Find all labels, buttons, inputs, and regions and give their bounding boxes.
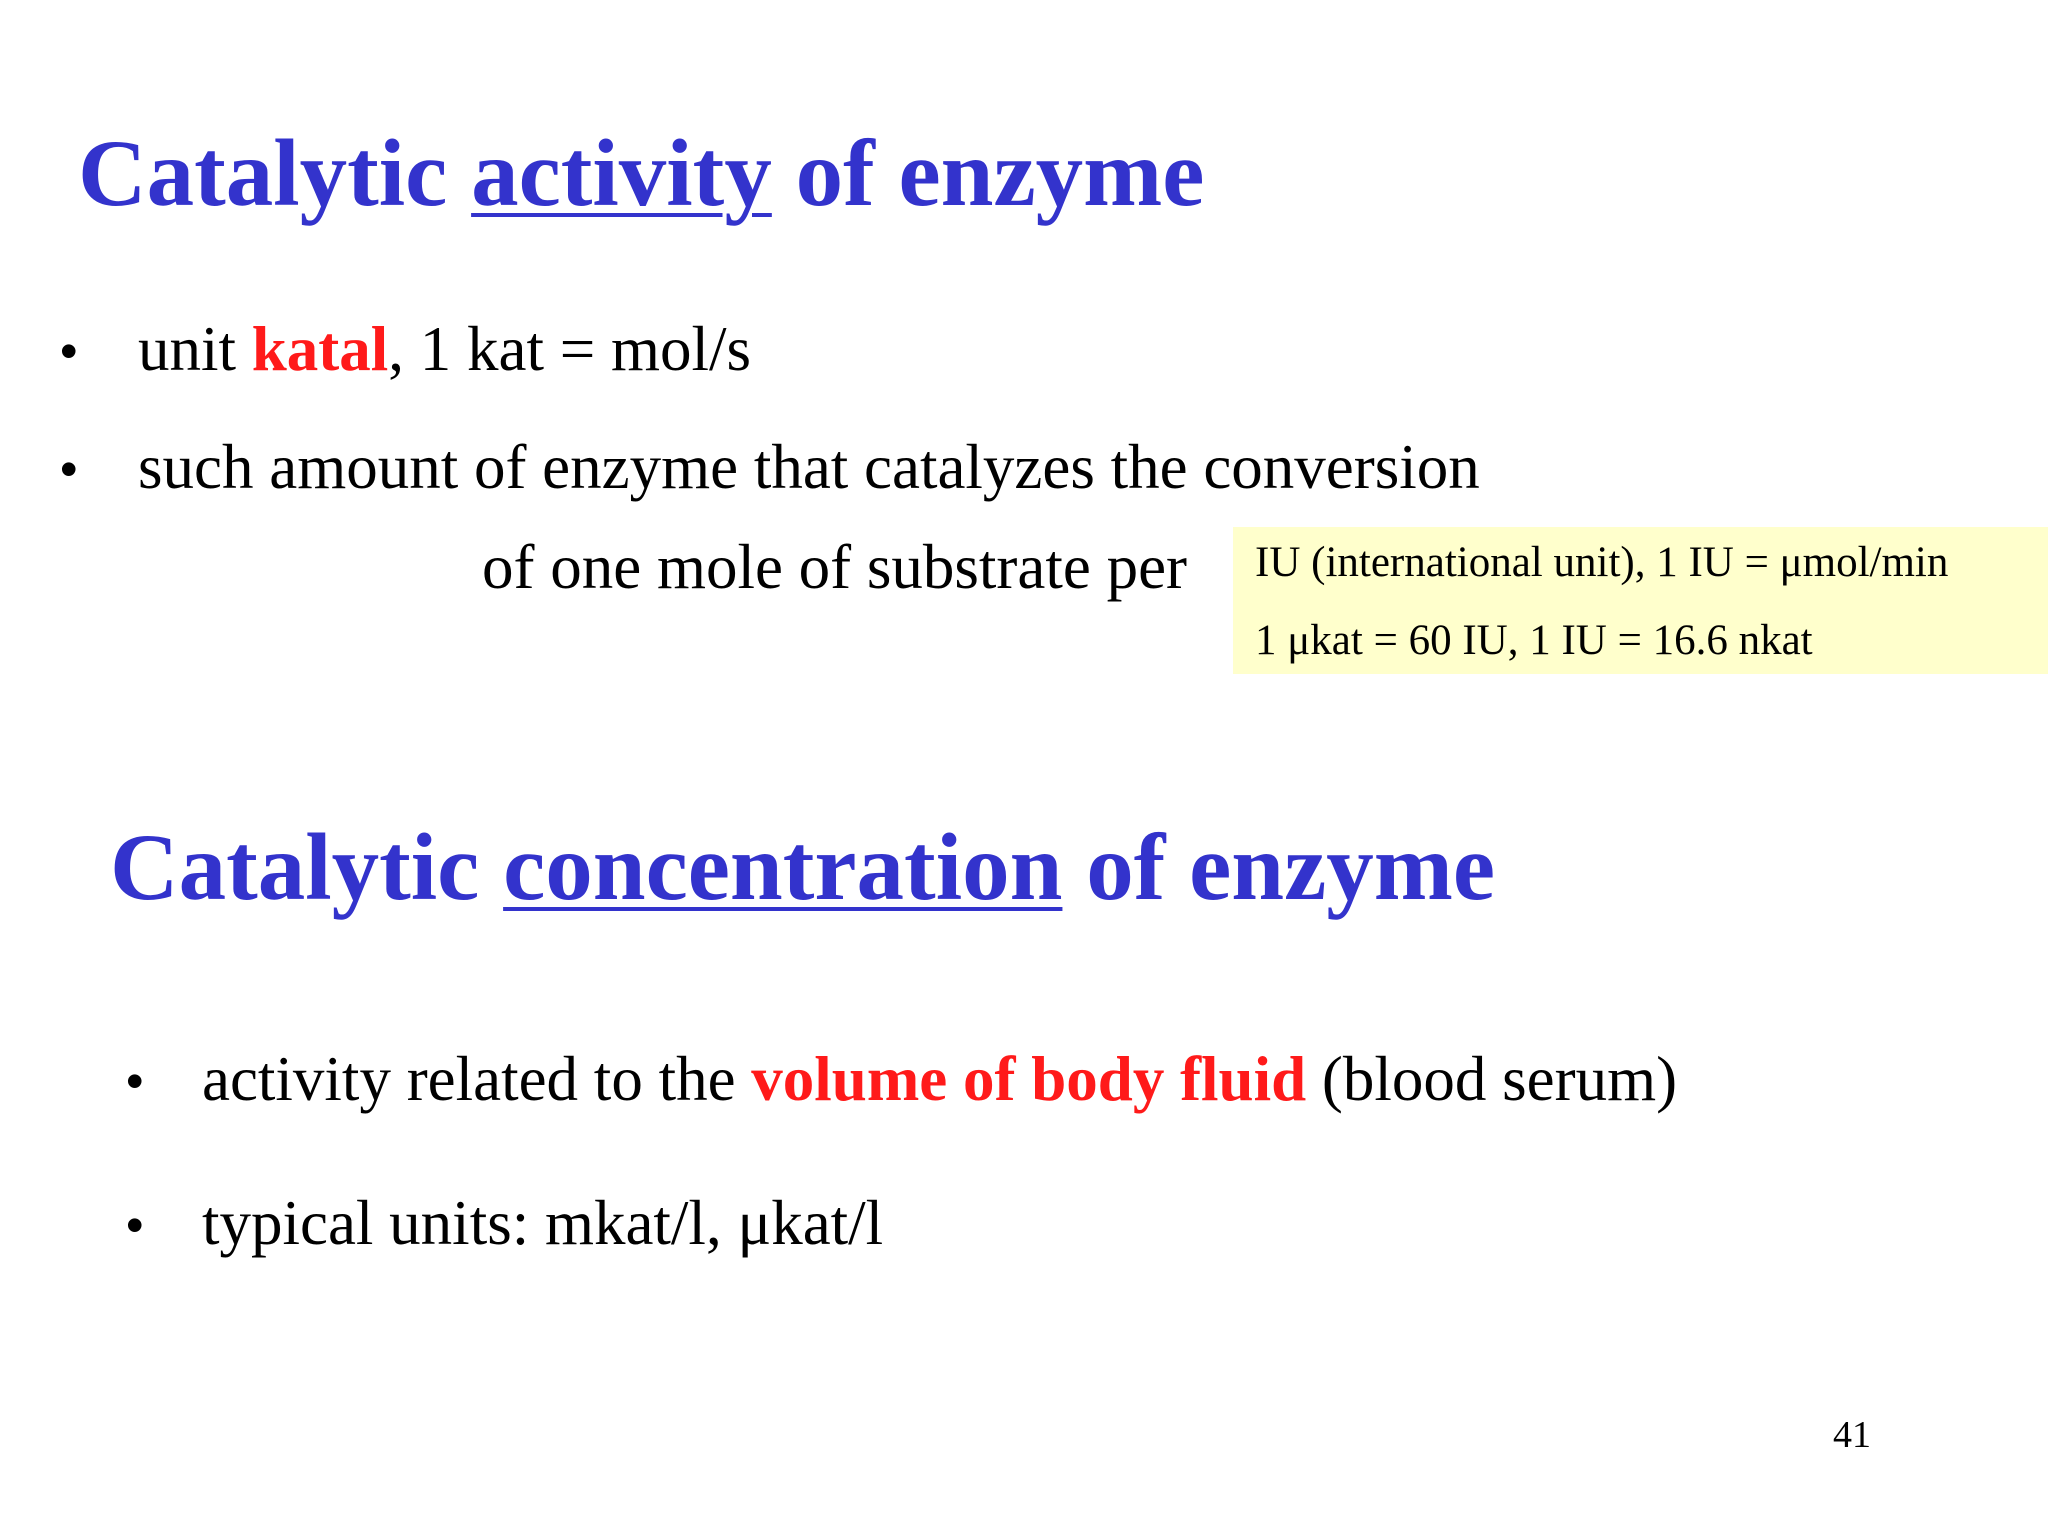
bullet-dot: • [60,441,78,497]
bullet-dot: • [60,323,78,379]
bullet-text: typical units: mkat/l, μkat/l [202,1188,884,1258]
bullet-definition-continuation: of one mole of substrate per [482,532,1188,602]
heading-1-underlined: activity [471,120,772,226]
heading-2-after: of enzyme [1062,814,1496,920]
bullet-text-before: activity related to the [202,1044,752,1114]
heading-1-before: Catalytic [78,120,472,226]
katal-highlight: katal [251,314,389,384]
heading-2-underlined: concentration [503,814,1063,920]
iu-note-line-2: 1 μkat = 60 IU, 1 IU = 16.6 nkat [1255,617,1813,664]
bullet-text: such amount of enzyme that catalyzes the conversion [138,432,1480,502]
volume-highlight: volume of body fluid [751,1044,1307,1114]
bullet-text-after: , 1 kat = mol/s [388,314,752,384]
bullet-text [202,1044,1678,1114]
heading-1-after: of enzyme [771,120,1205,226]
bullet-dot: • [126,1053,144,1109]
bullet-text [138,314,752,384]
bullet-dot: • [126,1197,144,1253]
iu-note-box [1233,527,2048,674]
page-number: 41 [1833,1414,1871,1456]
iu-note-line-1: IU (international unit), 1 IU = μmol/min [1255,539,1949,586]
bullet-text-before: unit [138,314,252,384]
heading-catalytic-concentration [110,814,1496,920]
heading-catalytic-activity [78,120,1205,226]
heading-2-before: Catalytic [110,814,504,920]
bullet-text-after: (blood serum) [1306,1044,1678,1114]
